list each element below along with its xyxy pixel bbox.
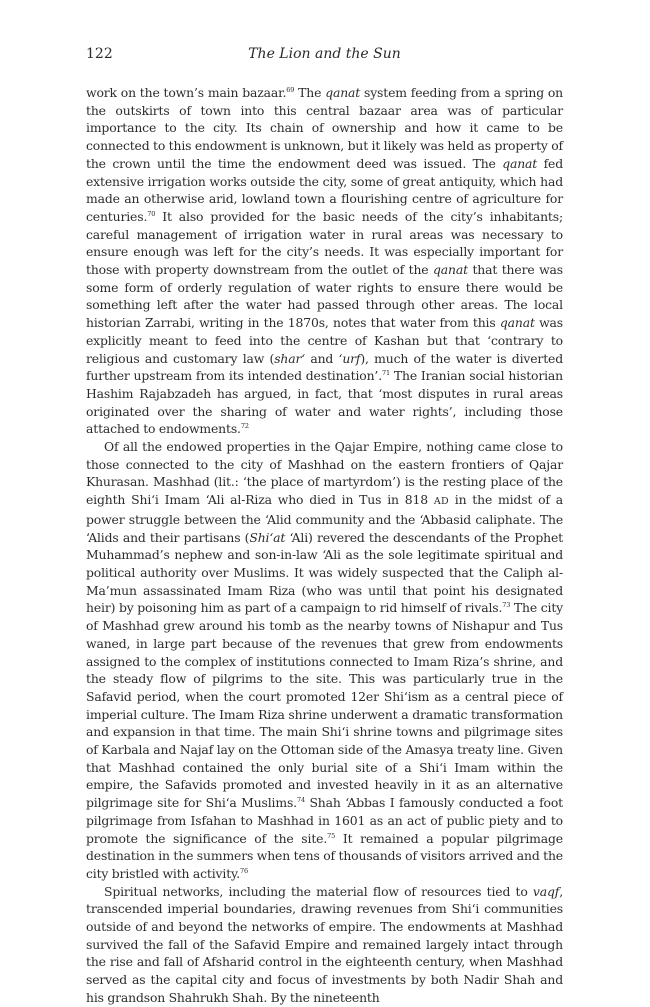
text-span: ), much of the water is diverted further upstream from its intended destination’. [86,350,563,384]
text-span: , transcended imperial boundaries, drawing revenues from Shi‘i communities outside of and beyond the networks of empire. The endowments at Mashhad survived the fall of the Safavid Empire and remained largely intact through the rise and fall of Afsharid control in the eighteenth century, when Mashhad served as the capital city and focus of investments by both Nadir Shah and his grandson Shahrukh Shah. By the nineteenth [86,883,563,1005]
footnote-ref-70: 70 [147,209,156,218]
italic-term: qanat [325,85,361,100]
text-span: The Iranian social historian Hashim Rajabzadeh has argued, in fact, that ‘most disputes in rural areas originated over the sharing of water and water rights’, including those attached to endowments. [86,368,563,437]
italic-term: shar‘ [274,350,306,366]
footnote-ref-71: 71 [382,369,390,378]
text-span: work on the town’s main bazaar. [86,85,287,100]
text-span: Shah ‘Abbas I famously conducted a foot pilgrimage from Isfahan to Mashhad in 1601 as an act of public piety and to promote the significance of the site. [86,795,564,846]
footnote-ref-69: 69 [286,86,295,94]
paragraph-1 [86,84,563,438]
italic-term: ‘urf [338,350,361,366]
page-number: 122 [86,46,113,62]
running-title: The Lion and the Sun [248,46,401,62]
small-caps-era: AD [433,496,449,508]
text-span: It remained a popular pilgrimage destination in the summers when tens of thousands of visitors arrived and the city bristled with activity. [86,830,563,881]
italic-term: qanat [433,262,468,278]
text-span: The [294,85,326,100]
text-span: fed extensive irrigation works outside the city, some of great antiquity, which had made an otherwise arid, lowland town a flourishing centre of agriculture for centuries. [86,155,563,224]
text-span: ‘Ali) revered the descendants of the Prophet Muhammad’s nephew and son-in-law ‘Ali as the sole legitimate spiritual and political authority over Muslims. It was widely suspected that the Caliph al-Ma’mun assassinated Imam Riza (who was until that point his designated heir) by poisoning him as part of a campaign to rid himself of rivals. [86,529,563,616]
italic-term: vaqf [532,883,560,899]
footnote-ref-76: 76 [240,866,248,875]
text-span: and [305,350,339,366]
footnote-ref-74: 74 [296,796,305,805]
text-span: Of all the endowed properties in the Qajar Empire, nothing came close to those connected to the city of Mashhad on the eastern frontiers of Qajar Khurasan. Mashhad (lit.: ‘the place of martyrdom’) is the resting place of the eighth Shi‘i Imam ‘Ali al-Riza who died in Tus in 818 [86,439,563,508]
text-span: in the midst of a power struggle between the ‘Alid community and the ‘Abbasid caliphate. The ‘Alids and their partisans ( [86,492,563,545]
body-text [86,84,563,1007]
text-span: Spiritual networks, including the material flow of resources tied to [104,883,533,899]
footnote-ref-73: 73 [502,601,511,610]
text-span: It also provided for the basic needs of the city’s inhabitants; careful management of irrigation water in rural areas was necessary to ensure enough was left for the city’s needs. It was especially important for those with property downstream from the outlet of the [86,208,563,278]
text-span: system feeding from a spring on the outskirts of town into this central bazaar area was of particular importance to the city. Its chain of ownership and how it came to be connected to this endowment is unknown, but it likely was held as property of the crown until the time the endowment deed was issued. The [86,85,563,171]
paragraph-3 [86,883,563,1007]
italic-term: Shi‘at [249,529,286,545]
footnote-ref-75: 75 [327,831,336,840]
italic-term: qanat [499,315,535,331]
text-span: The city of Mashhad grew around his tomb as the nearby towns of Nishapur and Tus waned, in large part because of the revenues that grew from endowments assigned to the complex of institutions connected to Imam Riza’s shrine, and the steady flow of pilgrims to the site. This was particularly true in the Safavid period, when the court promoted 12er Shi‘ism as a central piece of imperial culture. The Imam Riza shrine underwent a dramatic transformation and expansion in that time. The main Shi‘i shrine towns and pilgrimage sites of Karbala and Najaf lay on the Ottoman side of the Amasya treaty line. Given that Mashhad contained the only burial site of a Shi‘i Imam within the empire, the Safavids promoted and invested heavily in it as an alternative pilgrimage site for Shi‘a Muslims. [86,600,563,811]
text-span: was explicitly meant to feed into the centre of Kashan but that ‘contrary to religious and customary law ( [86,315,563,366]
footnote-ref-72: 72 [240,422,249,431]
italic-term: qanat [502,155,538,171]
running-header [86,44,563,64]
paragraph-2 [86,438,563,883]
text-span: that there was some form of orderly regulation of water rights to ensure there would be something left after the water had passed through other areas. The local historian Zarrabi, writing in the 1870s, notes that water from this [86,262,563,331]
